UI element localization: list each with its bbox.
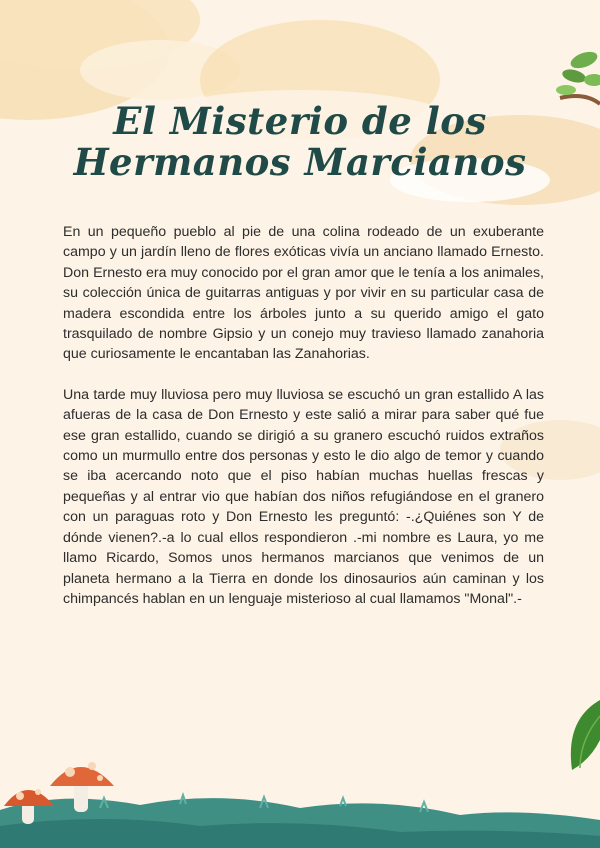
story-paragraph-1: En un pequeño pueblo al pie de una colina rodeado de un exuberante campo y un jardín lleno de flores exóticas vivía un anciano llamado Ernesto. Don Ernesto era muy conocido por el gran amor que le tenía a los animales, su colección única de guitarras antiguas y por vivir en su particular casa de madera escondida entre los árboles junto a su querido amigo el gato trasquilado de nombre Gipsio y un conejo muy travieso llamado zanahoria que curiosamente le encantaban las Zanahorias. — [63, 224, 544, 363]
story-paragraph-2: Una tarde muy lluviosa pero muy lluviosa se escuchó un gran estallido A las afueras de la casa de Don Ernesto y este salió a mirar para saber qué fue ese gran estallido, cuando se dirigió a su granero escuchó ruidos extraños como un murmullo entre dos personas y esto le dio algo de temor y cuando se iba acercando noto que el piso habían muchas huellas frescas y pequeñas y al entrar vio que habían dos niños refugiándose en el granero con un paraguas roto y Don Ernesto les preguntó: -.¿Quiénes son Y de dónde vienen?.-a lo cual ellos respondieron .-mi nombre es Laura, yo me llamo Ricardo, Somos unos hermanos marcianos que venimos de un planeta hermano a la Tierra en donde los dinosaurios aún caminan y los chimpancés hablan en un lenguaje misterioso al cual llamamos "Monal".- — [63, 386, 544, 607]
title-line-2: Hermanos Marcianos — [73, 139, 527, 184]
story-body — [63, 222, 544, 629]
title-line-1: El Misterio de los — [113, 98, 487, 143]
grass-illustration — [0, 795, 600, 848]
tree-branch-icon — [556, 49, 600, 104]
page-title — [40, 98, 560, 184]
leaf-icon — [571, 700, 600, 770]
